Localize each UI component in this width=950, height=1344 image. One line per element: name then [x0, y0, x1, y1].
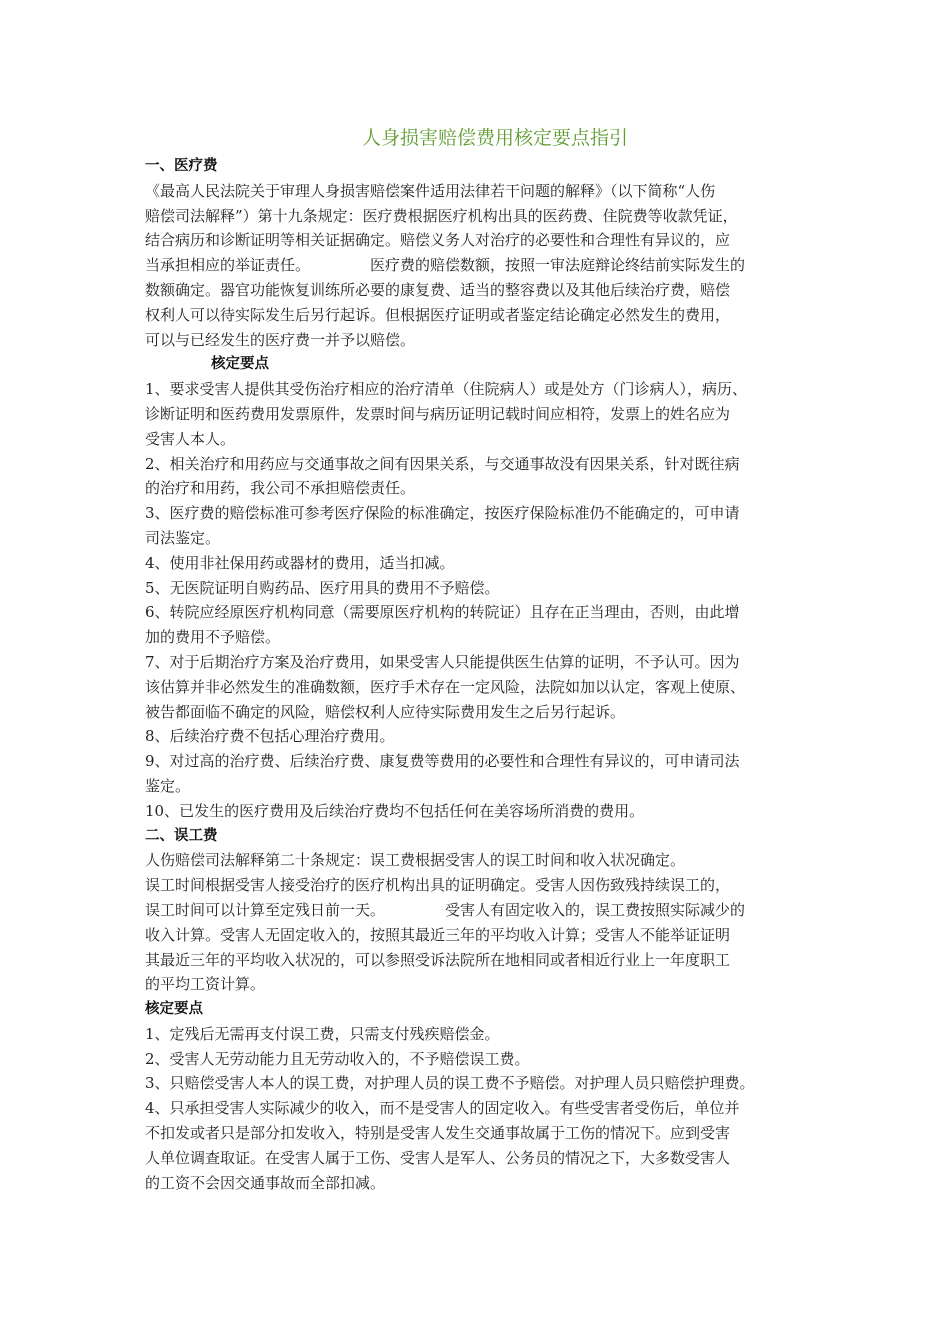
medical-key-points-list: [145, 377, 835, 823]
list-item-line: 诊断证明和医药费用发票原件，发票时间与病历证明记载时间应相符，发票上的姓名应为: [145, 404, 731, 423]
list-item-line: 4、使用非社保用药或器材的费用，适当扣减。: [145, 553, 455, 572]
medical-key-points-heading: 核定要点: [211, 356, 269, 373]
list-item-line: 10、已发生的医疗费用及后续治疗费均不包括任何在美容场所消费的费用。: [145, 801, 645, 820]
list-item-line: 4、只承担受害人实际减少的收入，而不是受害人的固定收入。有些受害者受伤后，单位并: [145, 1099, 740, 1118]
list-item-line: 不扣发或者只是部分扣发收入，特别是受害人发生交通事故属于工伤的情况下。应到受害: [145, 1124, 731, 1143]
list-item-line: 鉴定。: [145, 776, 191, 795]
document-body: [145, 122, 835, 1195]
document-title: 人身损害赔偿费用核定要点指引: [361, 127, 628, 149]
paragraph-line: 误工时间根据受害人接受治疗的医疗机构出具的证明确定。受害人因伤致残持续误工的，: [145, 876, 731, 895]
paragraph-segment: 误工时间可以计算至定残日前一天。: [145, 900, 386, 919]
section-heading-lost-wages: 二、误工费: [145, 827, 218, 844]
list-item-line: 9、对过高的治疗费、后续治疗费、康复费等费用的必要性和合理性有异议的，可申请司法: [145, 752, 740, 771]
paragraph-line: 《最高人民法院关于审理人身损害赔偿案件适用法律若干问题的解释》（以下简称“人伤: [145, 181, 716, 200]
paragraph-line: 人伤赔偿司法解释第二十条规定：误工费根据受害人的误工时间和收入状况确定。: [145, 851, 686, 870]
list-item-line: 1、定残后无需再支付误工费，只需支付残疾赔偿金。: [145, 1024, 500, 1043]
list-item-line: 的治疗和用药，我公司不承担赔偿责任。: [145, 479, 416, 498]
paragraph-line: 其最近三年的平均收入状况的，可以参照受诉法院所在地相同或者相近行业上一年度职工: [145, 950, 731, 969]
list-item-line: 2、相关治疗和用药应与交通事故之间有因果关系，与交通事故没有因果关系，针对既往病: [145, 454, 740, 473]
paragraph-line: 的平均工资计算。: [145, 975, 266, 994]
lost-wages-key-points-list: [145, 1022, 835, 1196]
paragraph-line: 权利人可以待实际发生后另行起诉。但根据医疗证明或者鉴定结论确定必然发生的费用，: [145, 305, 731, 324]
list-item-line: 3、只赔偿受害人本人的误工费，对护理人员的误工费不予赔偿。对护理人员只赔偿护理费。: [145, 1074, 755, 1093]
paragraph-segment: 受害人有固定收入的，误工费按照实际减少的: [445, 900, 746, 919]
list-item-line: 的工资不会因交通事故而全部扣减。: [145, 1173, 386, 1192]
list-item-line: 5、无医院证明自购药品、医疗用具的费用不予赔偿。: [145, 578, 500, 597]
lost-wages-key-points-heading: 核定要点: [145, 1001, 203, 1018]
paragraph-line: 结合病历和诊断证明等相关证据确定。赔偿义务人对治疗的必要性和合理性有异议的，应: [145, 231, 731, 250]
paragraph-line: 收入计算。受害人无固定收入的，按照其最近三年的平均收入计算；受害人不能举证证明: [145, 925, 731, 944]
paragraph-line: 数额确定。器官功能恢复训练所必要的康复费、适当的整容费以及其他后续治疗费，赔偿: [145, 280, 731, 299]
list-item-line: 该估算并非必然发生的准确数额，医疗手术存在一定风险，法院如加以认定，客观上使原、: [145, 677, 746, 696]
paragraph-line: [145, 898, 835, 923]
list-item-line: 3、医疗费的赔偿标准可参考医疗保险的标准确定，按医疗保险标准仍不能确定的，可申请: [145, 504, 740, 523]
list-item-line: 司法鉴定。: [145, 528, 221, 547]
list-item-line: 加的费用不予赔偿。: [145, 628, 281, 647]
list-item-line: 受害人本人。: [145, 429, 236, 448]
list-item-line: 6、转院应经原医疗机构同意（需要原医疗机构的转院证）且存在正当理由，否则，由此增: [145, 603, 740, 622]
paragraph-line: [145, 253, 835, 278]
list-item-line: 人单位调查取证。在受害人属于工伤、受害人是军人、公务员的情况之下，大多数受害人: [145, 1148, 731, 1167]
list-item-line: 8、后续治疗费不包括心理治疗费用。: [145, 727, 395, 746]
list-item-line: 7、对于后期治疗方案及治疗费用，如果受害人只能提供医生估算的证明，不予认可。因为: [145, 652, 740, 671]
paragraph-segment: 医疗费的赔偿数额，按照一审法庭辩论终结前实际发生的: [370, 256, 746, 275]
list-item-line: 被告都面临不确定的风险，赔偿权利人应待实际费用发生之后另行起诉。: [145, 702, 626, 721]
paragraph-line: 赔偿司法解释”）第十九条规定：医疗费根据医疗机构出具的医药费、住院费等收款凭证，: [145, 206, 738, 225]
paragraph-segment: 当承担相应的举证责任。: [145, 256, 311, 275]
paragraph-line: 可以与已经发生的医疗费一并予以赔偿。: [145, 330, 416, 349]
section-heading-medical: 一、医疗费: [145, 158, 218, 174]
list-item-line: 1、要求受害人提供其受伤治疗相应的治疗清单（住院病人）或是处方（门诊病人），病历、: [145, 380, 748, 399]
medical-intro-paragraph: [145, 179, 835, 353]
lost-wages-intro-paragraph: [145, 848, 835, 997]
list-item-line: 2、受害人无劳动能力且无劳动收入的，不予赔偿误工费。: [145, 1049, 530, 1068]
